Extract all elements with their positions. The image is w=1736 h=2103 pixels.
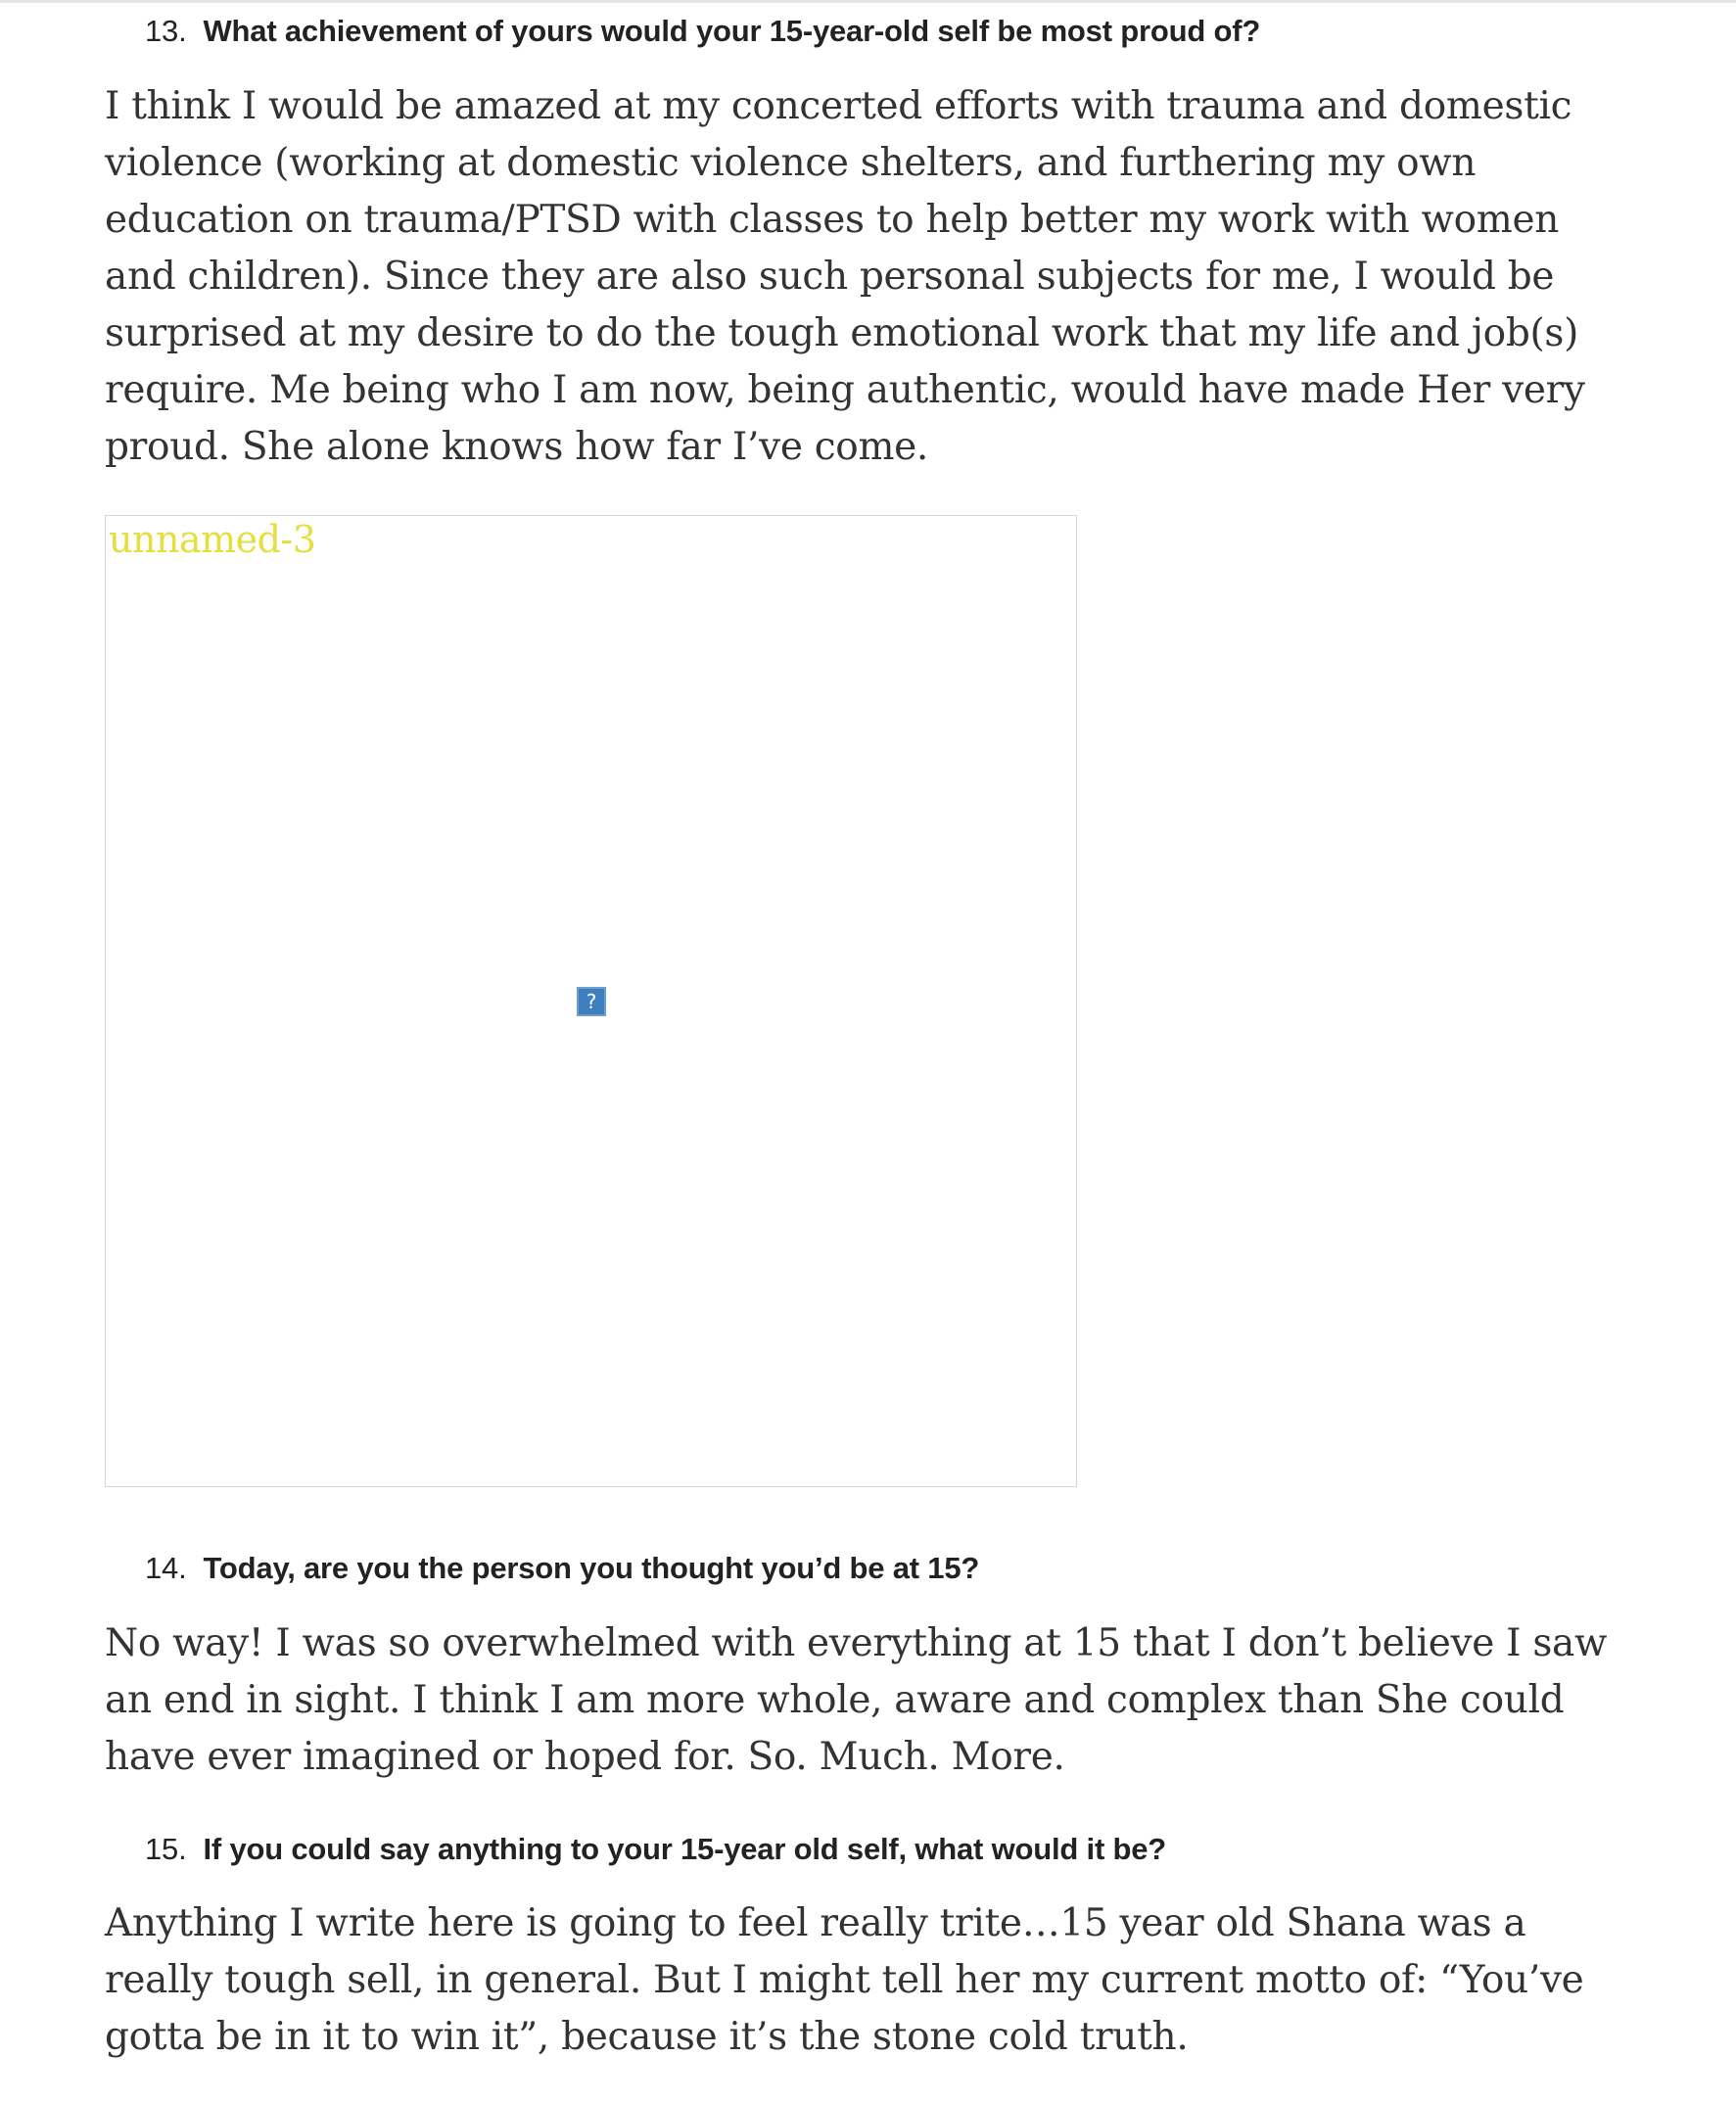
question-14-text: Today, are you the person you thought you’d be at 15?: [203, 1551, 980, 1585]
broken-image[interactable]: [105, 515, 1077, 1487]
question-13-text: What achievement of yours would your 15-year-old self be most proud of?: [203, 14, 1261, 48]
answer-14: No way! I was so overwhelmed with everything at 15 that I don’t believe I saw an end in sight. I think I am more whole, aware and complex than She could have ever imagined or hoped for. So. Much. More.: [105, 1621, 1608, 1779]
question-15: [145, 1832, 1166, 1867]
question-13-number: 13.: [145, 14, 187, 48]
broken-image-icon: ?: [577, 987, 606, 1016]
question-14-number: 14.: [145, 1551, 187, 1585]
image-alt-text: unnamed-3: [109, 518, 316, 561]
answer-13: I think I would be amazed at my concerted efforts with trauma and domestic violence (working at domestic violence shelters, and furthering my own education on trauma/PTSD with classes to help better my work with women and children). Since they are also such personal subjects for me, I would be surprised at my desire to do the tough emotional work that my life and job(s) require. Me being who I am now, being authentic, would have made Her very proud. She alone knows how far I’ve come.: [105, 84, 1585, 469]
question-13: [145, 14, 1260, 49]
question-14: [145, 1551, 979, 1586]
answer-15: Anything I write here is going to feel really trite…15 year old Shana was a really tough sell, in general. But I might tell her my current motto of: “You’ve gotta be in it to win it”, because it’s the stone cold truth.: [105, 1901, 1584, 2059]
question-15-text: If you could say anything to your 15-year old self, what would it be?: [203, 1832, 1166, 1866]
top-divider: [0, 0, 1736, 3]
question-15-number: 15.: [145, 1832, 187, 1866]
